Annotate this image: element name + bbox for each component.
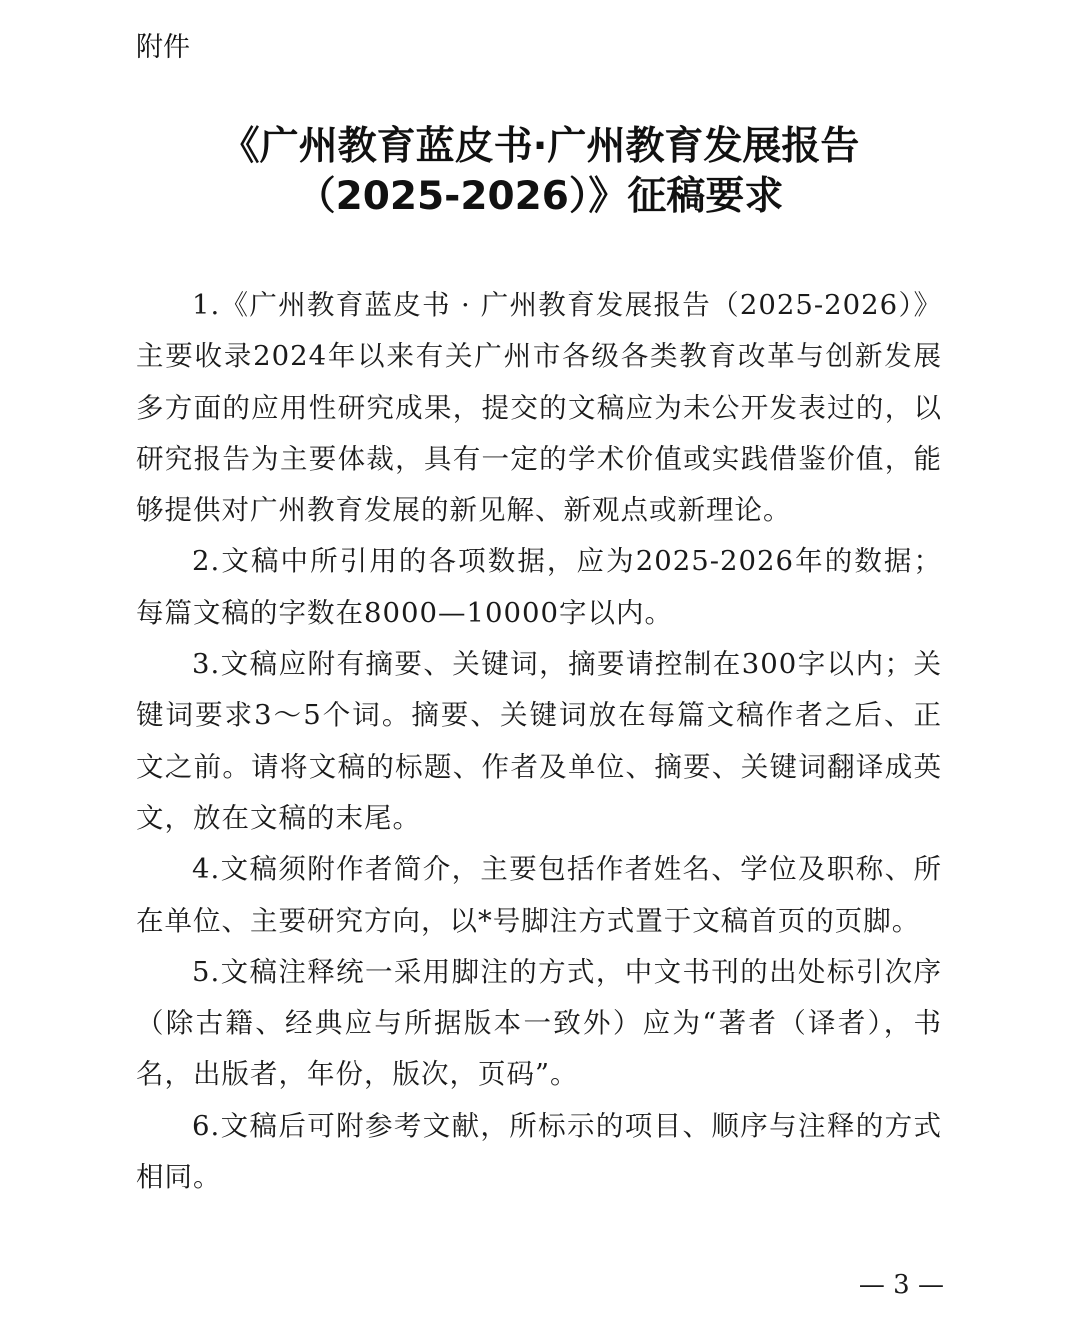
requirement-paragraph-4: 4.文稿须附作者简介，主要包括作者姓名、学位及职称、所在单位、主要研究方向，以*号脚注方式置于文稿首页的页脚。 bbox=[136, 853, 942, 937]
requirement-paragraph-1: 1.《广州教育蓝皮书 · 广州教育发展报告（2025-2026）》主要收录2024年以来有关广州市各级各类教育改革与创新发展多方面的应用性研究成果，提交的文稿应为未公开发表过的，以研究报告为主要体裁，具有一定的学术价值或实践借鉴价值，能够提供对广州教育发展的新见解、新观点或新理论。 bbox=[136, 289, 942, 527]
document-title-line-1: 《广州教育蓝皮书·广州教育发展报告 bbox=[220, 124, 860, 169]
requirement-paragraph-5: 5.文稿注释统一采用脚注的方式，中文书刊的出处标引次序（除古籍、经典应与所据版本一致外）应为“著者（译者），书名，出版者，年份，版次，页码”。 bbox=[136, 955, 942, 1091]
requirement-paragraph-2: 2.文稿中所引用的各项数据，应为2025-2026年的数据；每篇文稿的字数在8000—10000字以内。 bbox=[136, 545, 942, 629]
document-body bbox=[136, 280, 942, 1203]
page-number: — 3 — bbox=[858, 1270, 944, 1300]
attachment-label: 附件 bbox=[136, 32, 190, 63]
requirement-paragraph-3: 3.文稿应附有摘要、关键词，摘要请控制在300字以内；关键词要求3～5个词。摘要、关键词放在每篇文稿作者之后、正文之前。请将文稿的标题、作者及单位、摘要、关键词翻译成英文，放在文稿的末尾。 bbox=[136, 648, 942, 834]
document-title-line-2: （2025-2026）》征稿要求 bbox=[296, 174, 784, 219]
requirement-paragraph-6: 6.文稿后可附参考文献，所标示的项目、顺序与注释的方式相同。 bbox=[136, 1109, 942, 1194]
